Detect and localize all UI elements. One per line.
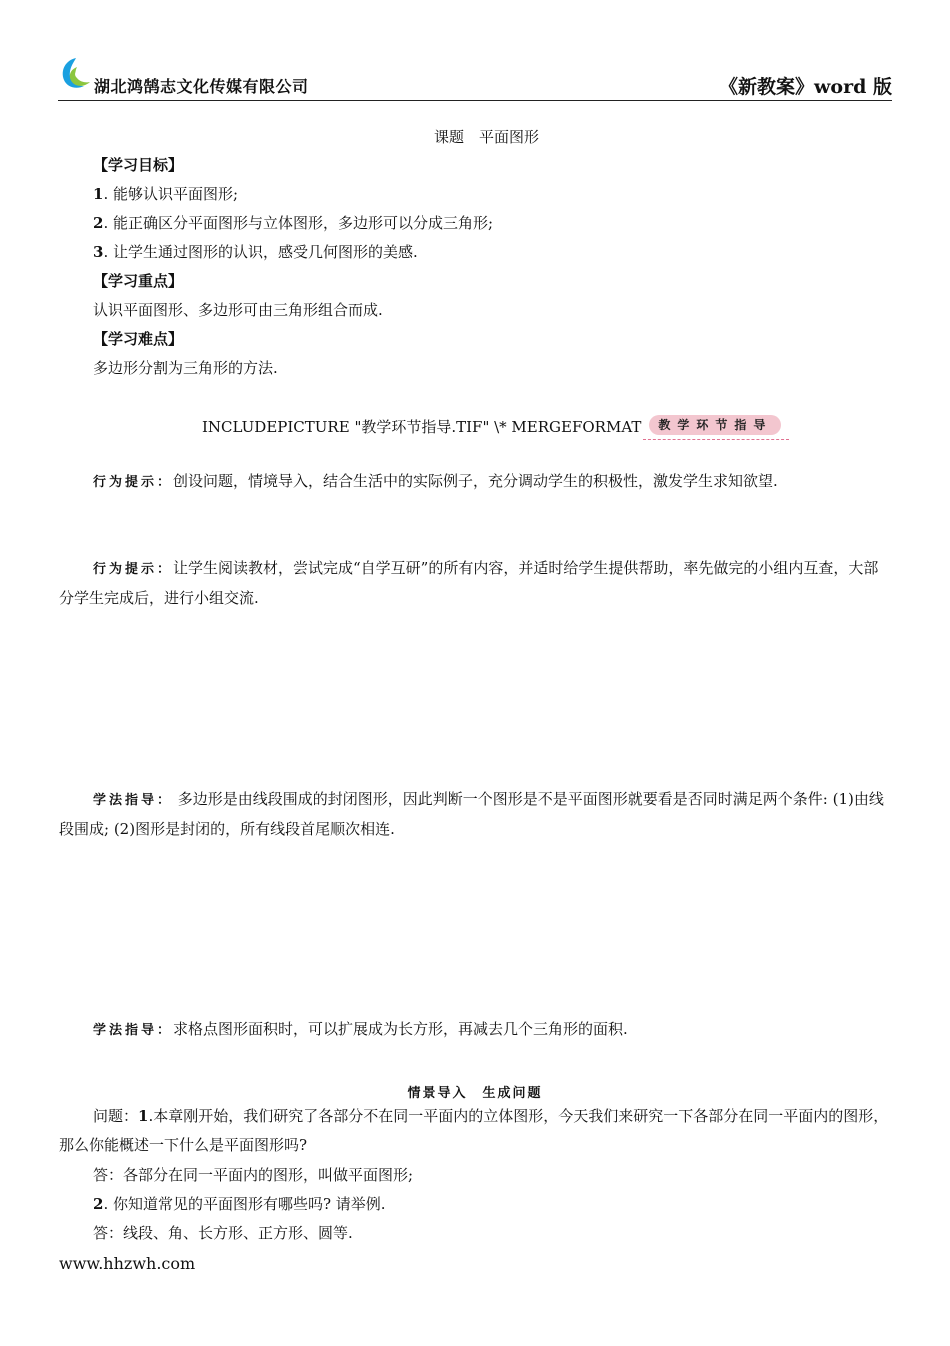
answer-text: 答：线段、角、长方形、正方形、圆等. xyxy=(93,1224,353,1242)
hint-label: 学法指导： xyxy=(93,793,174,808)
question-text: .本章刚开始，我们研究了各部分不在同一平面内的立体图形，今天我们来研究一下各部分在同一平面内的图形，那么你能概述一下什么是平面图形吗? xyxy=(59,1107,889,1154)
page-title: 课题 平面图形 xyxy=(434,128,540,146)
question-text: . 你知道常见的平面图形有哪些吗? 请举例. xyxy=(103,1195,386,1213)
difficulties-heading: 【学习难点】 xyxy=(93,330,184,348)
objective-number: 1 xyxy=(93,185,104,203)
hint-label: 学法指导： xyxy=(93,1023,174,1038)
key-points-heading: 【学习重点】 xyxy=(93,272,184,290)
company-name: 湖北鸿鹄志文化传媒有限公司 xyxy=(94,77,309,96)
question-label: 问题： xyxy=(93,1107,139,1125)
wave-logo-icon xyxy=(58,56,94,92)
footer-url: www.hhzwh.com xyxy=(59,1254,196,1273)
question-paragraph xyxy=(93,1197,386,1212)
badge-label: 教学环节指导 xyxy=(649,415,781,435)
badge-underline xyxy=(643,439,789,440)
section-badge xyxy=(643,413,789,443)
objective-item xyxy=(93,187,238,202)
hint-label: 行为提示： xyxy=(93,562,174,577)
hint-text: 多边形是由线段围成的封闭图形，因此判断一个图形是不是平面图形就要看是否同时满足两个条件: (1)由线段围成; (2)图形是封闭的，所有线段首尾顺次相连. xyxy=(59,790,884,838)
objective-number: 2 xyxy=(93,214,104,232)
hint-paragraph xyxy=(59,785,893,844)
hint-text: 创设问题，情境导入，结合生活中的实际例子，充分调动学生的积极性，激发学生求知欲望. xyxy=(173,472,778,490)
hint-paragraph xyxy=(59,554,893,613)
objective-text: . 能够认识平面图形; xyxy=(103,185,239,203)
question-number: 2 xyxy=(93,1195,104,1213)
answer-text: 答：各部分在同一平面内的图形，叫做平面图形; xyxy=(93,1166,414,1184)
edition-label: 《新教案》word 版 xyxy=(719,76,892,98)
question-number: 1 xyxy=(138,1107,149,1125)
question-paragraph xyxy=(59,1102,893,1160)
hint-paragraph xyxy=(59,467,893,497)
objective-text: . 能正确区分平面图形与立体图形，多边形可以分成三角形; xyxy=(103,214,494,232)
objective-number: 3 xyxy=(93,243,104,261)
difficulties-text: 多边形分割为三角形的方法. xyxy=(93,359,278,377)
include-picture-field xyxy=(202,412,789,443)
hint-paragraph xyxy=(59,1015,893,1045)
objective-item xyxy=(93,245,418,260)
objectives-heading: 【学习目标】 xyxy=(93,156,184,174)
hint-text: 求格点图形面积时，可以扩展成为长方形，再减去几个三角形的面积. xyxy=(173,1020,628,1038)
hint-label: 行为提示： xyxy=(93,475,174,490)
section-title: 情景导入 生成问题 xyxy=(407,1086,543,1101)
hint-text: 让学生阅读教材，尝试完成“自学互研”的所有内容，并适时给学生提供帮助，率先做完的小组内互查，大部分学生完成后，进行小组交流. xyxy=(59,559,879,607)
field-code: INCLUDEPICTURE "教学环节指导.TIF" \* MERGEFORMAT xyxy=(202,418,642,436)
key-points-text: 认识平面图形、多边形可由三角形组合而成. xyxy=(93,301,383,319)
objective-text: . 让学生通过图形的认识，感受几何图形的美感. xyxy=(103,243,418,261)
objective-item xyxy=(93,216,493,231)
